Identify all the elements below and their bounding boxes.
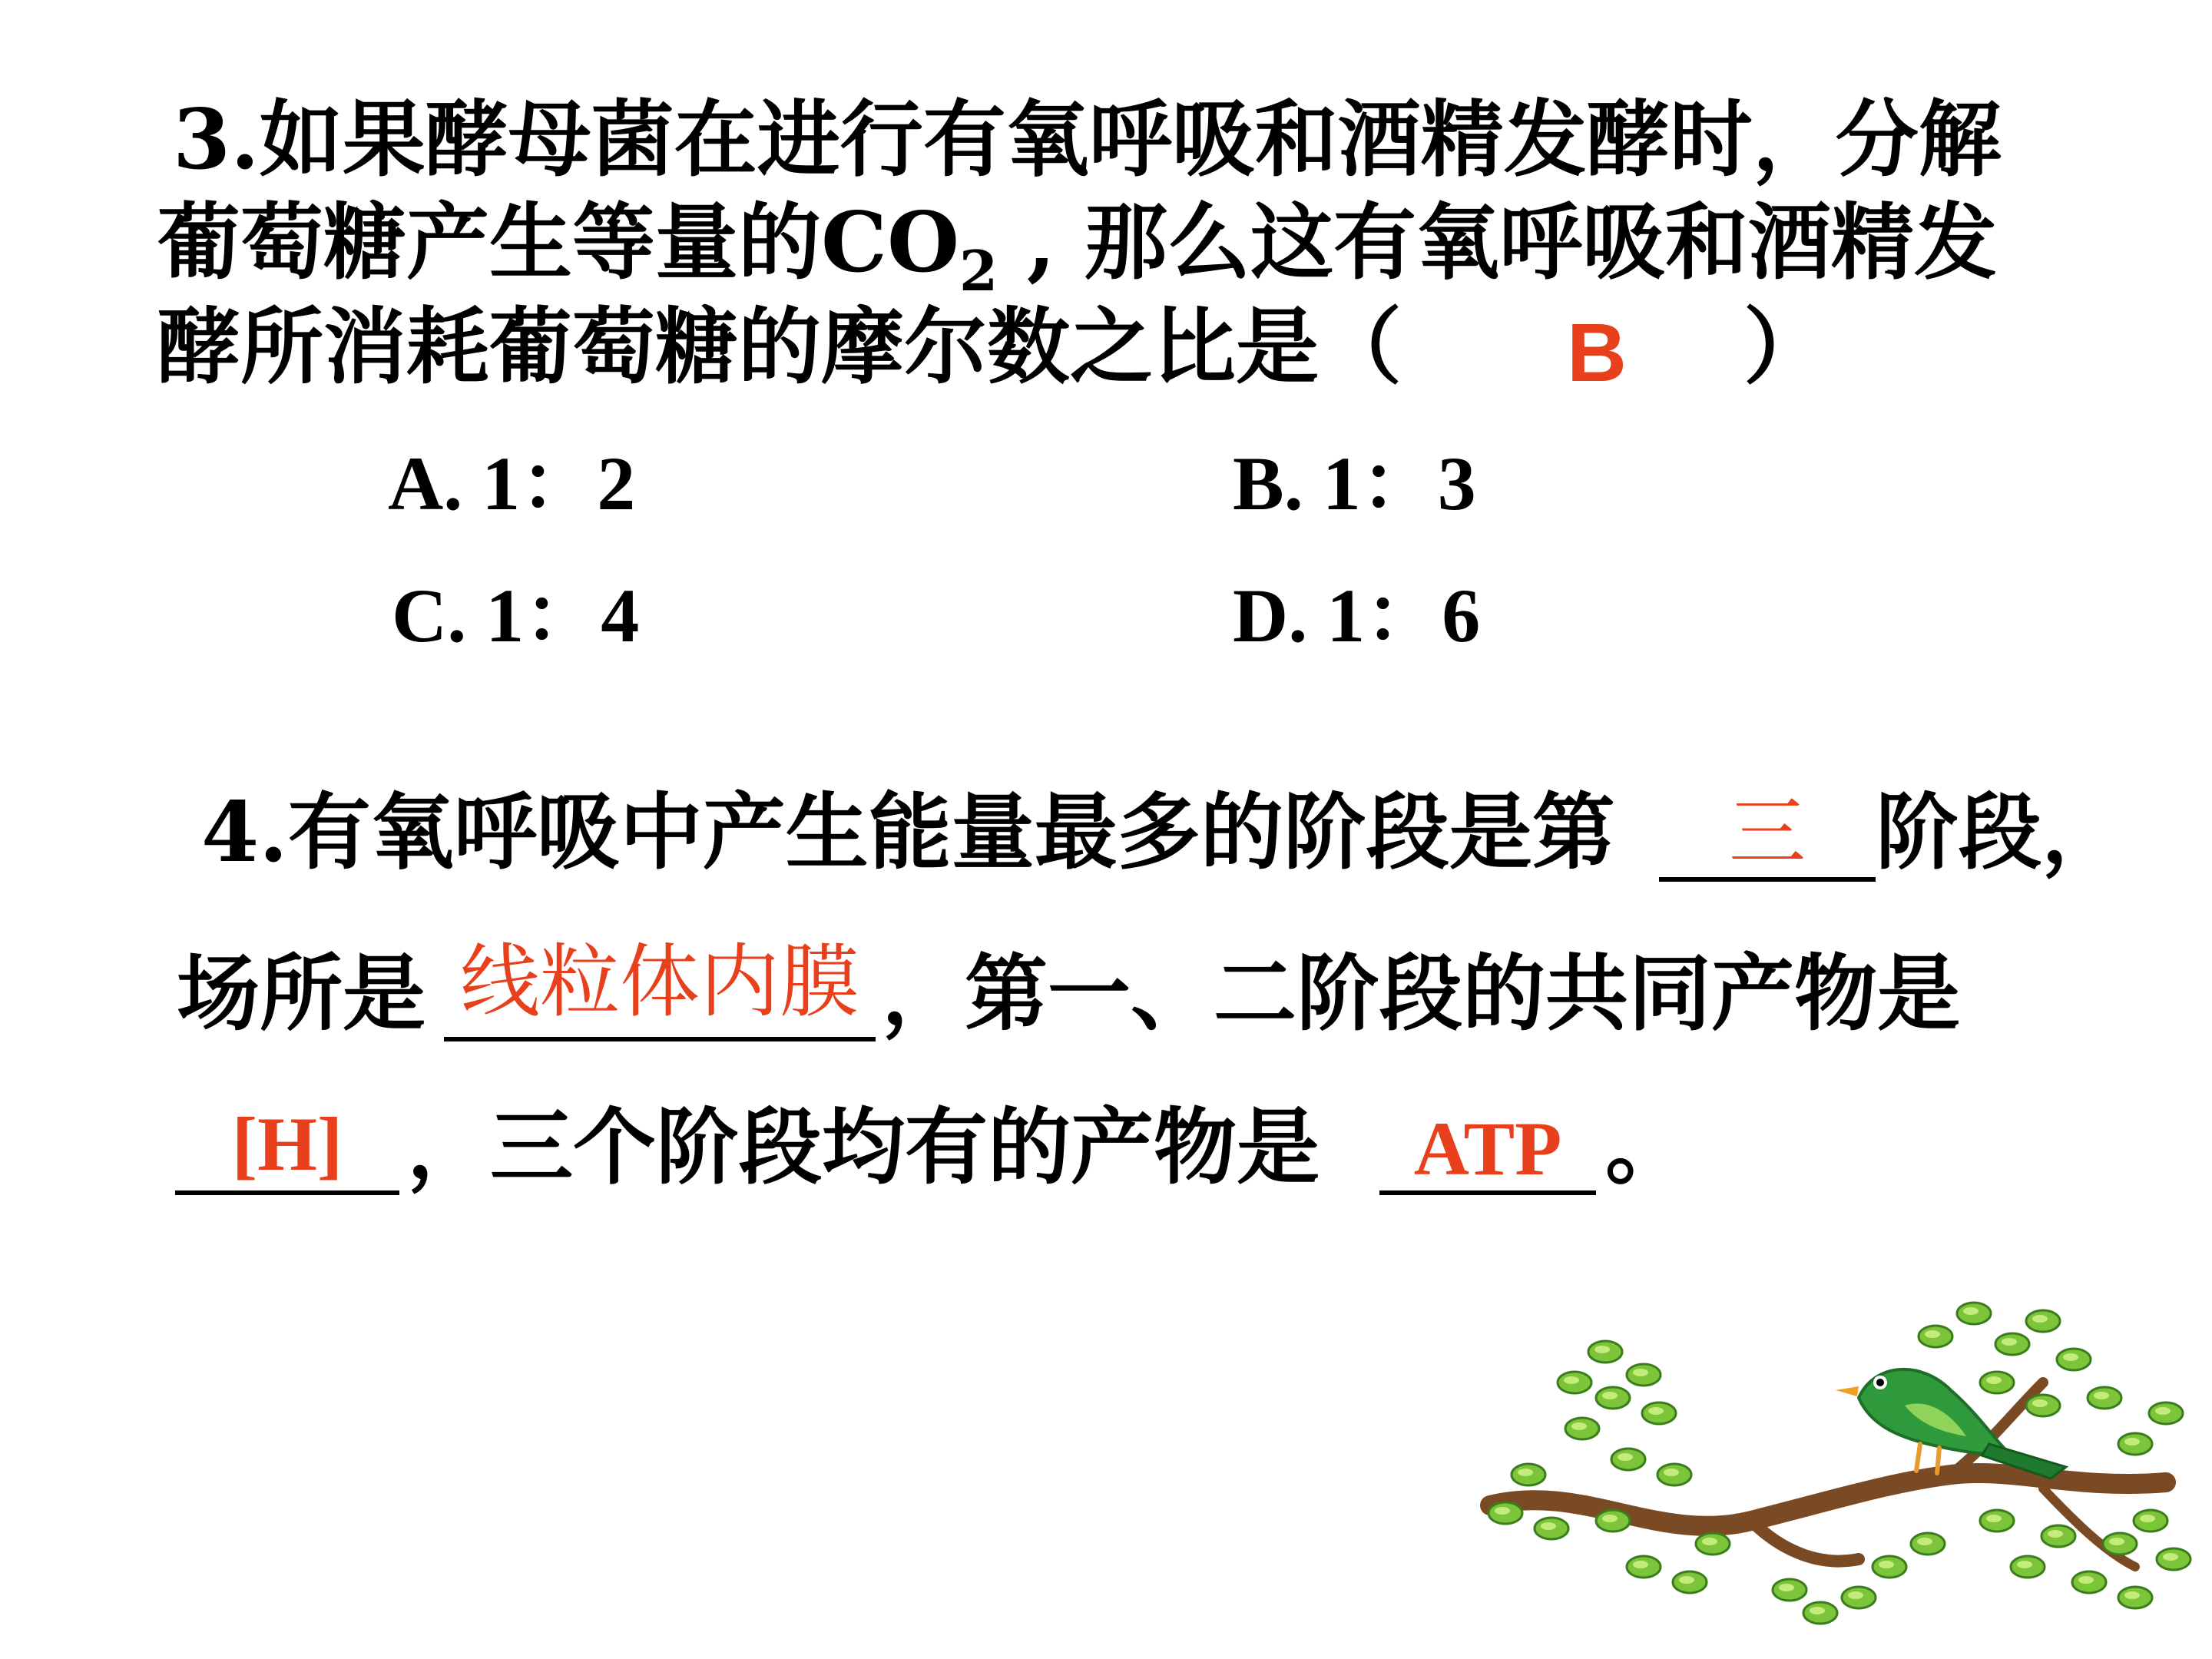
q3-line2 <box>157 194 1997 304</box>
q3-answer: B <box>1567 306 1627 399</box>
q4-answer-4: ATP <box>1413 1106 1562 1191</box>
q4-line3-end: 。 <box>1605 1099 1689 1196</box>
q4-answer-1: 三 <box>1729 787 1806 877</box>
bird-icon <box>1836 1369 2066 1479</box>
q4-line3-b: ，三个阶段均有的产物是 <box>407 1099 1320 1196</box>
option-c: C. 1：4 <box>392 573 640 658</box>
option-b: B. 1：3 <box>1233 441 1476 526</box>
option-d: D. 1：6 <box>1233 573 1481 658</box>
q3-line2-text-a: 葡萄糖产生等量的CO <box>157 194 960 291</box>
q3-line3-text: 酵所消耗葡萄糖的摩尔数之比是（ <box>157 299 1402 396</box>
q4-blank-2 <box>444 1037 876 1041</box>
q4-line1-a: 4.有氧呼吸中产生能量最多的阶段是第 <box>201 784 1615 881</box>
q3-close-paren: ） <box>1743 299 1827 396</box>
q3-line1-text: 3.如果酵母菌在进行有氧呼吸和酒精发酵时，分解 <box>173 91 2002 188</box>
q3-line1 <box>173 91 2002 188</box>
q4-line2-b: ，第一、二阶段的共同产物是 <box>882 945 1961 1042</box>
q4-answer-2: 线粒体内膜 <box>459 935 859 1028</box>
q4-line2-a: 场所是 <box>177 945 426 1042</box>
q3-line2-text-b: , 那么这有氧呼吸和酒精发 <box>998 194 1997 291</box>
q4-blank-3 <box>175 1190 399 1195</box>
q4-answer-3: [H] <box>231 1101 343 1187</box>
q4-blank-1 <box>1659 877 1876 882</box>
q4-line1-b: 阶段， <box>1876 784 2125 881</box>
option-a: A. 1：2 <box>388 441 636 526</box>
bird-on-branch-icon <box>1459 1290 2197 1644</box>
q3-line3 <box>157 299 1402 396</box>
q3-line2-subscript: 2 <box>959 238 998 304</box>
